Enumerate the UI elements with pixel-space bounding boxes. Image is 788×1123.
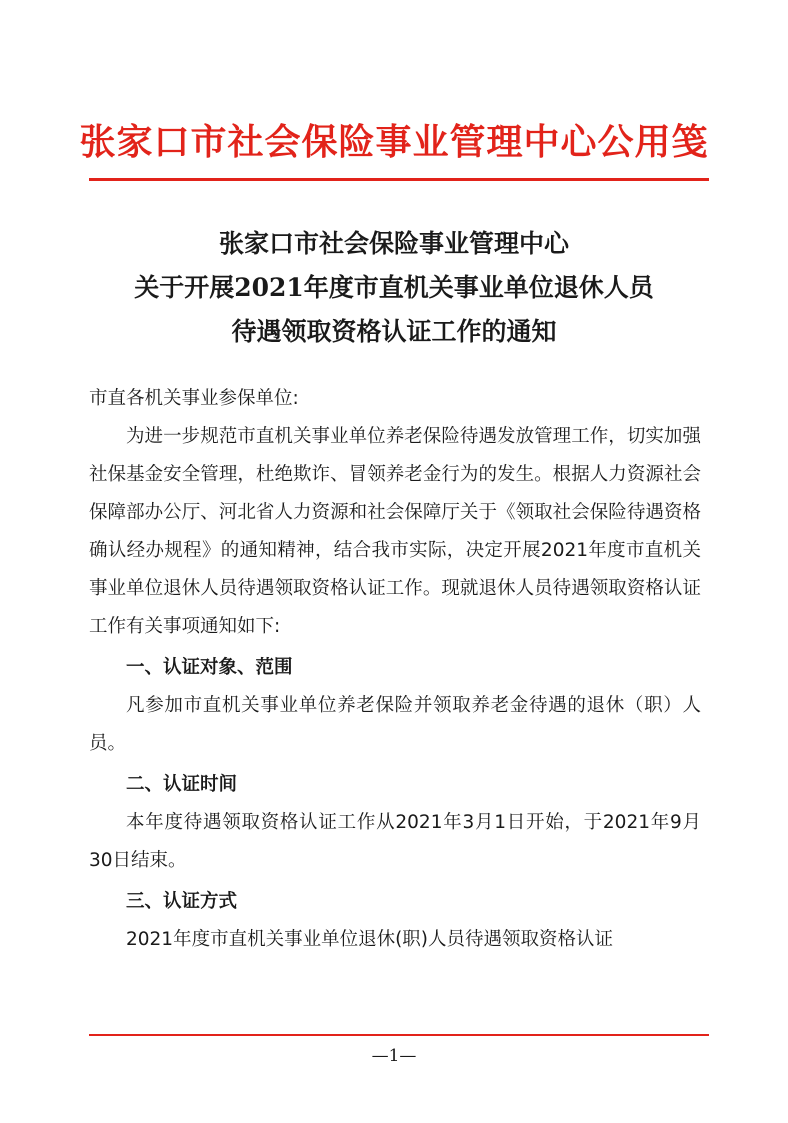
- section-1-text: 凡参加市直机关事业单位养老保险并领取养老金待遇的退休（职）人员。: [89, 695, 701, 754]
- section-3-heading: 三、认证方式: [126, 891, 238, 912]
- title-line-2: 关于开展2021年度市直机关事业单位退休人员: [134, 273, 654, 302]
- letterhead-divider: [89, 178, 709, 181]
- notice-body: [89, 380, 701, 959]
- footer-divider: [89, 1034, 709, 1036]
- page-number: —1—: [371, 1046, 417, 1066]
- section-2-text: 本年度待遇领取资格认证工作从2021年3月1日开始，于2021年9月30日结束。: [89, 812, 701, 871]
- section-2-heading: 二、认证时间: [126, 774, 238, 795]
- title-line-1: 张家口市社会保险事业管理中心: [218, 229, 569, 258]
- letterhead-title: 张家口市社会保险事业管理中心公用笺: [79, 122, 709, 163]
- section-3-text: 2021年度市直机关事业单位退休(职)人员待遇领取资格认证: [126, 929, 614, 950]
- section-1-heading: 一、认证对象、范围: [126, 657, 293, 678]
- title-line-3: 待遇领取资格认证工作的通知: [231, 317, 557, 346]
- intro-paragraph: 为进一步规范市直机关事业单位养老保险待遇发放管理工作，切实加强社保基金安全管理，杜绝欺诈、冒领养老金行为的发生。根据人力资源社会保障部办公厅、河北省人力资源和社会保障厅关于《领取社会保险待遇资格确认经办规程》的通知精神，结合我市实际，决定开展2021年度市直机关事业单位退休人员待遇领取资格认证工作。现就退休人员待遇领取资格认证工作有关事项通知如下:: [89, 426, 701, 637]
- salutation: 市直各机关事业参保单位:: [89, 388, 299, 409]
- notice-title: [0, 222, 788, 354]
